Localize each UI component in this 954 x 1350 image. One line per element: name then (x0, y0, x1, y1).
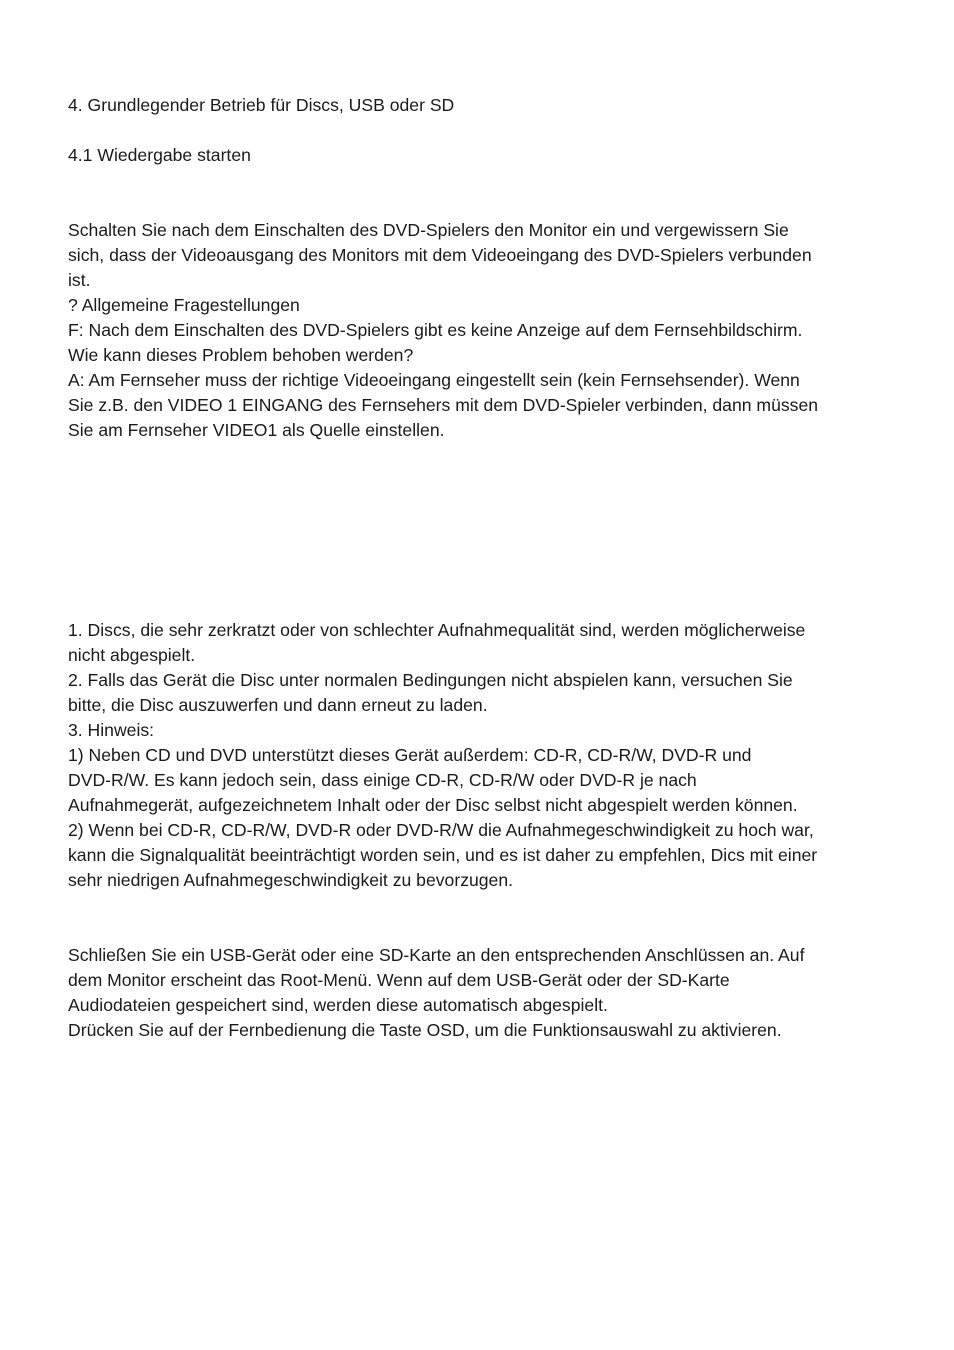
text-line: nicht abgespielt. (68, 645, 196, 665)
text-line: 1) Neben CD und DVD unterstützt dieses Gerät außerdem: CD-R, CD-R/W, DVD-R und (68, 745, 752, 765)
text-line: Wie kann dieses Problem behoben werden? (68, 345, 414, 365)
text-line: Aufnahmegerät, aufgezeichnetem Inhalt oder der Disc selbst nicht abgespielt werden können. (68, 795, 798, 815)
text-line: 1. Discs, die sehr zerkratzt oder von schlechter Aufnahmequalität sind, werden möglicherweise (68, 620, 806, 640)
text-line: bitte, die Disc auszuwerfen und dann erneut zu laden. (68, 695, 488, 715)
text-line: 2. Falls das Gerät die Disc unter normalen Bedingungen nicht abspielen kann, versuchen Sie (68, 670, 793, 690)
text-line: Schließen Sie ein USB-Gerät oder eine SD-Karte an den entsprechenden Anschlüssen an. Auf (68, 945, 805, 965)
text-line: dem Monitor erscheint das Root-Menü. Wenn auf dem USB-Gerät oder der SD-Karte (68, 970, 730, 990)
text-line: Drücken Sie auf der Fernbedienung die Taste OSD, um die Funktionsauswahl zu aktivieren. (68, 1020, 782, 1040)
section-heading: 4. Grundlegender Betrieb für Discs, USB oder SD (68, 95, 455, 115)
text-line: Sie am Fernseher VIDEO1 als Quelle einstellen. (68, 420, 445, 440)
text-line: A: Am Fernseher muss der richtige Videoeingang eingestellt sein (kein Fernsehsender). Wenn (68, 370, 800, 390)
text-line: Schalten Sie nach dem Einschalten des DVD-Spielers den Monitor ein und vergewissern Sie (68, 220, 789, 240)
text-line: kann die Signalqualität beeinträchtigt worden sein, und es ist daher zu empfehlen, Dics mit einer (68, 845, 818, 865)
subsection-heading: 4.1 Wiedergabe starten (68, 145, 251, 165)
text-line: DVD-R/W. Es kann jedoch sein, dass einige CD-R, CD-R/W oder DVD-R je nach (68, 770, 697, 790)
usb-sd-paragraph (68, 943, 804, 1043)
text-line: Sie z.B. den VIDEO 1 EINGANG des Fernsehers mit dem DVD-Spieler verbinden, dann müssen (68, 395, 819, 415)
text-line: ? Allgemeine Fragestellungen (68, 295, 300, 315)
text-line: sich, dass der Videoausgang des Monitors mit dem Videoeingang des DVD-Spielers verbunden (68, 245, 812, 265)
text-line: ist. (68, 270, 91, 290)
intro-paragraph (68, 218, 818, 443)
text-line: sehr niedrigen Aufnahmegeschwindigkeit zu bevorzugen. (68, 870, 514, 890)
text-line: 3. Hinweis: (68, 720, 155, 740)
text-line: F: Nach dem Einschalten des DVD-Spielers gibt es keine Anzeige auf dem Fernsehbildschirm. (68, 320, 803, 340)
text-line: 2) Wenn bei CD-R, CD-R/W, DVD-R oder DVD-R/W die Aufnahmegeschwindigkeit zu hoch war, (68, 820, 814, 840)
text-line: Audiodateien gespeichert sind, werden diese automatisch abgespielt. (68, 995, 608, 1015)
notes-paragraph (68, 618, 817, 893)
